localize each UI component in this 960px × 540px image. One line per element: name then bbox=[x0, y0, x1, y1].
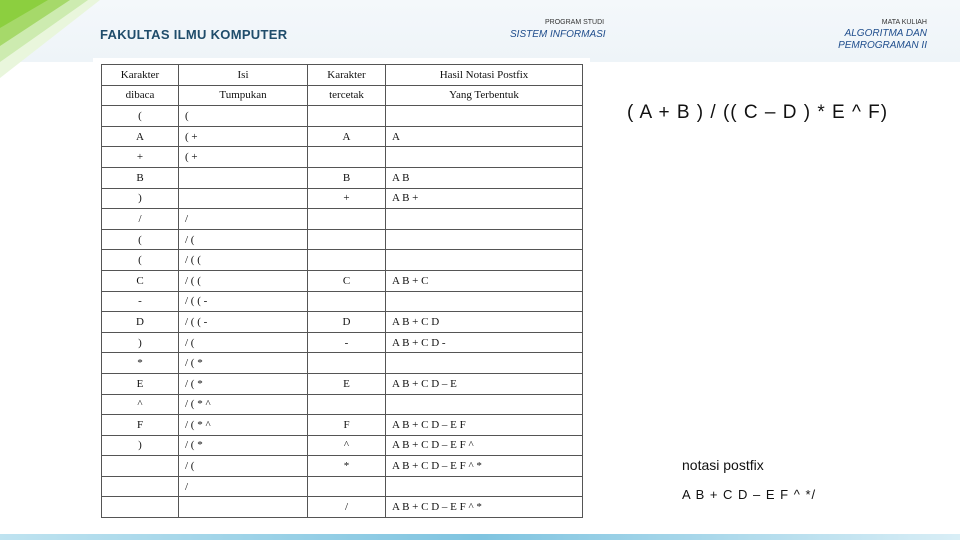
cell-karakter-dibaca: ( bbox=[102, 229, 179, 250]
cell-isi-tumpukan: / ( * ^ bbox=[179, 415, 308, 436]
cell-isi-tumpukan: ( bbox=[179, 106, 308, 127]
cell-hasil-notasi bbox=[386, 291, 583, 312]
table-header bbox=[102, 65, 583, 106]
cell-isi-tumpukan: / ( ( bbox=[179, 250, 308, 271]
table-row bbox=[102, 394, 583, 415]
cell-hasil-notasi bbox=[386, 476, 583, 497]
cell-karakter-tercetak: A bbox=[308, 126, 386, 147]
table-row bbox=[102, 332, 583, 353]
cell-karakter-dibaca: F bbox=[102, 415, 179, 436]
cell-hasil-notasi: A B + C bbox=[386, 270, 583, 291]
cell-isi-tumpukan bbox=[179, 167, 308, 188]
header-hasil-notasi-line2: Yang Terbentuk bbox=[386, 85, 583, 106]
cell-karakter-dibaca: ) bbox=[102, 435, 179, 456]
cell-karakter-tercetak: * bbox=[308, 456, 386, 477]
table-row bbox=[102, 270, 583, 291]
cell-hasil-notasi bbox=[386, 353, 583, 374]
cell-isi-tumpukan: ( + bbox=[179, 147, 308, 168]
header-hasil-notasi-line1: Hasil Notasi Postfix bbox=[386, 65, 583, 86]
cell-karakter-tercetak: F bbox=[308, 415, 386, 436]
postfix-label: notasi postfix bbox=[682, 457, 764, 473]
table-row bbox=[102, 353, 583, 374]
cell-karakter-tercetak bbox=[308, 229, 386, 250]
table-row bbox=[102, 188, 583, 209]
cell-karakter-dibaca: - bbox=[102, 291, 179, 312]
table-row bbox=[102, 435, 583, 456]
program-value: SISTEM INFORMASI bbox=[510, 29, 606, 40]
cell-karakter-dibaca: C bbox=[102, 270, 179, 291]
cell-karakter-tercetak bbox=[308, 353, 386, 374]
cell-isi-tumpukan: / ( ( - bbox=[179, 291, 308, 312]
cell-karakter-dibaca: ^ bbox=[102, 394, 179, 415]
cell-karakter-tercetak bbox=[308, 250, 386, 271]
cell-hasil-notasi: A bbox=[386, 126, 583, 147]
cell-isi-tumpukan bbox=[179, 497, 308, 518]
program-label: PROGRAM STUDI bbox=[545, 19, 605, 26]
table-row bbox=[102, 476, 583, 497]
cell-karakter-dibaca: / bbox=[102, 209, 179, 230]
cell-hasil-notasi: A B + C D – E F ^ * bbox=[386, 456, 583, 477]
cell-karakter-tercetak: ^ bbox=[308, 435, 386, 456]
cell-karakter-dibaca bbox=[102, 476, 179, 497]
cell-karakter-tercetak bbox=[308, 209, 386, 230]
cell-hasil-notasi: A B + bbox=[386, 188, 583, 209]
cell-hasil-notasi bbox=[386, 394, 583, 415]
cell-hasil-notasi: A B bbox=[386, 167, 583, 188]
cell-karakter-tercetak: / bbox=[308, 497, 386, 518]
cell-karakter-tercetak bbox=[308, 394, 386, 415]
table-row bbox=[102, 415, 583, 436]
cell-isi-tumpukan: / ( ( bbox=[179, 270, 308, 291]
cell-karakter-dibaca: E bbox=[102, 373, 179, 394]
header-karakter-tercetak-line2: tercetak bbox=[308, 85, 386, 106]
cell-karakter-dibaca: A bbox=[102, 126, 179, 147]
header-karakter-dibaca-line2: dibaca bbox=[102, 85, 179, 106]
table-row bbox=[102, 497, 583, 518]
header-karakter-dibaca-line1: Karakter bbox=[102, 65, 179, 86]
cell-hasil-notasi: A B + C D – E F ^ bbox=[386, 435, 583, 456]
cell-hasil-notasi bbox=[386, 250, 583, 271]
cell-isi-tumpukan: / ( bbox=[179, 456, 308, 477]
cell-karakter-tercetak: E bbox=[308, 373, 386, 394]
cell-isi-tumpukan: / ( * bbox=[179, 353, 308, 374]
table-row bbox=[102, 373, 583, 394]
cell-karakter-tercetak bbox=[308, 476, 386, 497]
cell-isi-tumpukan: / ( ( - bbox=[179, 312, 308, 333]
cell-hasil-notasi: A B + C D – E bbox=[386, 373, 583, 394]
cell-isi-tumpukan: / bbox=[179, 209, 308, 230]
cell-karakter-dibaca: ) bbox=[102, 188, 179, 209]
cell-isi-tumpukan: / ( bbox=[179, 332, 308, 353]
cell-isi-tumpukan: / ( * bbox=[179, 435, 308, 456]
cell-hasil-notasi bbox=[386, 209, 583, 230]
cell-karakter-tercetak: B bbox=[308, 167, 386, 188]
cell-karakter-tercetak bbox=[308, 106, 386, 127]
cell-karakter-dibaca: ( bbox=[102, 250, 179, 271]
table-row bbox=[102, 456, 583, 477]
cell-isi-tumpukan: / ( * ^ bbox=[179, 394, 308, 415]
cell-karakter-dibaca: B bbox=[102, 167, 179, 188]
cell-hasil-notasi: A B + C D bbox=[386, 312, 583, 333]
table-row bbox=[102, 312, 583, 333]
header-isi-tumpukan-line1: Isi bbox=[179, 65, 308, 86]
cell-hasil-notasi bbox=[386, 106, 583, 127]
cell-karakter-tercetak bbox=[308, 291, 386, 312]
table-body bbox=[102, 106, 583, 518]
cell-hasil-notasi: A B + C D – E F ^ * bbox=[386, 497, 583, 518]
table-row bbox=[102, 209, 583, 230]
table-row bbox=[102, 167, 583, 188]
cell-karakter-dibaca: + bbox=[102, 147, 179, 168]
table-row bbox=[102, 106, 583, 127]
cell-karakter-dibaca bbox=[102, 456, 179, 477]
postfix-value: A B + C D – E F ^ */ bbox=[682, 487, 817, 502]
cell-hasil-notasi bbox=[386, 229, 583, 250]
cell-karakter-dibaca: D bbox=[102, 312, 179, 333]
cell-karakter-dibaca: ) bbox=[102, 332, 179, 353]
slide-header bbox=[0, 0, 960, 62]
cell-hasil-notasi bbox=[386, 147, 583, 168]
cell-karakter-tercetak: + bbox=[308, 188, 386, 209]
table-row bbox=[102, 229, 583, 250]
table-row bbox=[102, 291, 583, 312]
table-row bbox=[102, 250, 583, 271]
table-row bbox=[102, 147, 583, 168]
conversion-table bbox=[101, 64, 583, 518]
cell-isi-tumpukan bbox=[179, 188, 308, 209]
cell-karakter-tercetak: D bbox=[308, 312, 386, 333]
cell-isi-tumpukan: / ( bbox=[179, 229, 308, 250]
cell-karakter-tercetak bbox=[308, 147, 386, 168]
cell-hasil-notasi: A B + C D – E F bbox=[386, 415, 583, 436]
course-value: ALGORITMA DAN PEMROGRAMAN II bbox=[838, 28, 927, 51]
cell-karakter-dibaca bbox=[102, 497, 179, 518]
cell-karakter-dibaca: * bbox=[102, 353, 179, 374]
cell-karakter-tercetak: - bbox=[308, 332, 386, 353]
course-label: MATA KULIAH bbox=[881, 19, 927, 26]
cell-karakter-tercetak: C bbox=[308, 270, 386, 291]
cell-isi-tumpukan: / ( * bbox=[179, 373, 308, 394]
footer-bar bbox=[0, 534, 960, 540]
cell-isi-tumpukan: / bbox=[179, 476, 308, 497]
conversion-table-container bbox=[93, 58, 590, 521]
cell-hasil-notasi: A B + C D - bbox=[386, 332, 583, 353]
infix-expression: ( A + B ) / (( C – D ) * E ^ F) bbox=[627, 102, 889, 123]
faculty-title: FAKULTAS ILMU KOMPUTER bbox=[100, 27, 288, 42]
header-karakter-tercetak-line1: Karakter bbox=[308, 65, 386, 86]
table-row bbox=[102, 126, 583, 147]
cell-karakter-dibaca: ( bbox=[102, 106, 179, 127]
cell-isi-tumpukan: ( + bbox=[179, 126, 308, 147]
header-isi-tumpukan-line2: Tumpukan bbox=[179, 85, 308, 106]
